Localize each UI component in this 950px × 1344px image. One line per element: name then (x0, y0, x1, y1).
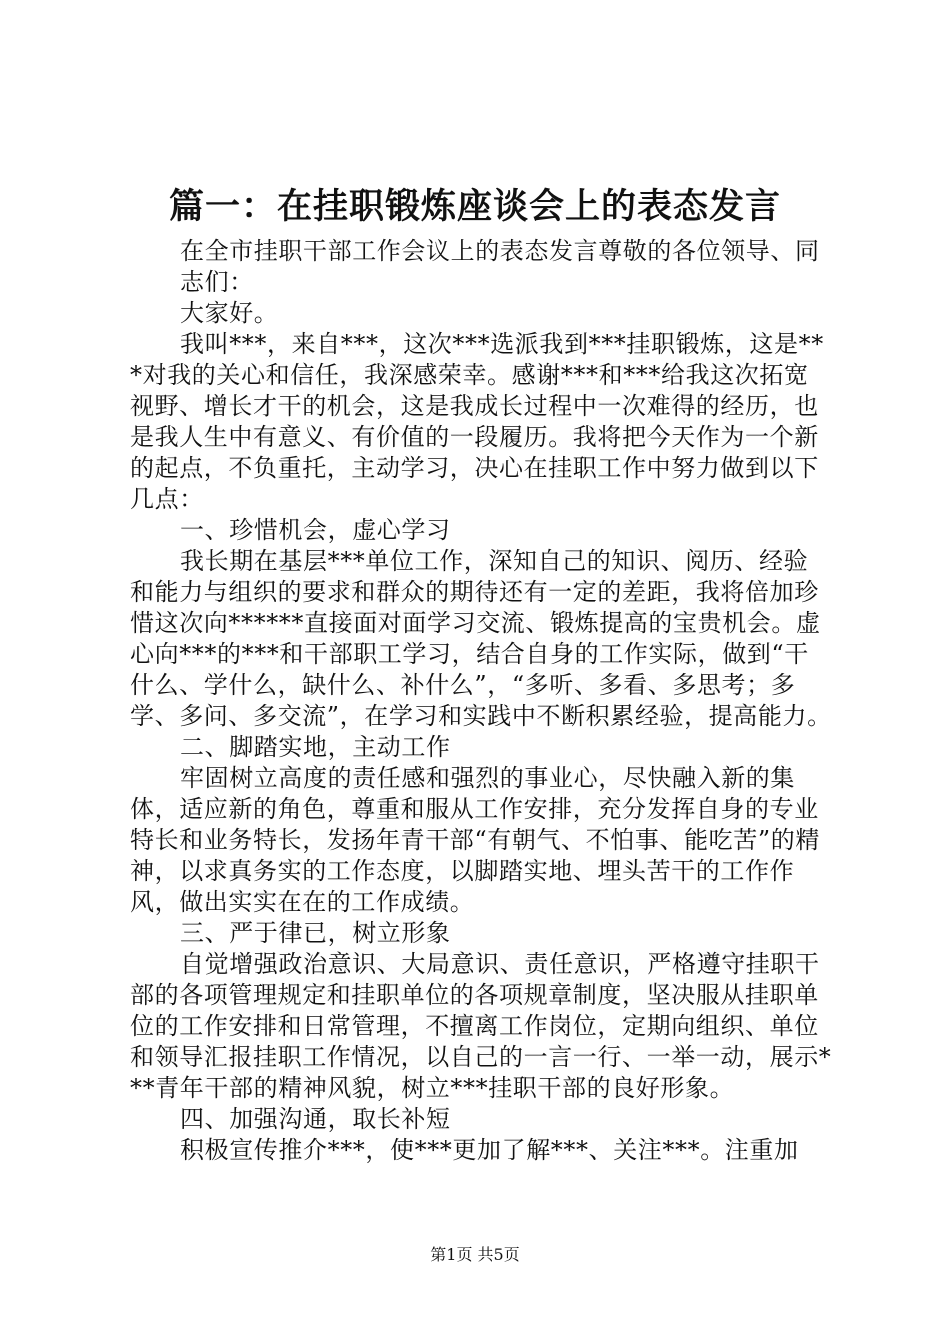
section-paragraph-2: 牢固树立高度的责任感和强烈的事业心，尽快融入新的集体，适应新的角色，尊重和服从工作安排，充分发挥自身的专业特长和业务特长，发扬年青干部“有朝气、不怕事、能吃苦”的精神，以求真务实的工作态度，以脚踏实地、埋头苦干的工作作风，做出实实在在的工作成绩。 (130, 764, 820, 916)
section-heading-1: 一、珍惜机会，虚心学习 (180, 516, 451, 544)
section-heading-3: 三、严于律已，树立形象 (180, 919, 451, 947)
section-heading-4: 四、加强沟通，取长补短 (180, 1105, 451, 1133)
section-paragraph-4: 积极宣传推介***，使***更加了解***、关注***。注重加 (180, 1136, 799, 1164)
document-body (130, 236, 832, 1166)
document-title: 篇一：在挂职锻炼座谈会上的表态发言 (168, 187, 781, 227)
salutation-paragraph: 在全市挂职干部工作会议上的表态发言尊敬的各位领导、同志们： (180, 237, 820, 296)
section-paragraph-1: 我长期在基层***单位工作，深知自己的知识、阅历、经验和能力与组织的要求和群众的期待还有一定的差距，我将倍加珍惜这次向******直接面对面学习交流、锻炼提高的宝贵机会。虚心向***的***和干部职工学习，结合自身的工作实际，做到“干什么、学什么，缺什么、补什么”，“多听、多看、多思考；多学、多问、多交流”，在学习和实践中不断积累经验，提高能力。 (130, 547, 832, 730)
section-heading-2: 二、脚踏实地，主动工作 (180, 733, 451, 761)
section-paragraph-3: 自觉增强政治意识、大局意识、责任意识，严格遵守挂职干部的各项管理规定和挂职单位的各项规章制度，坚决服从挂职单位的工作安排和日常管理，不擅离工作岗位，定期向组织、单位和领导汇报挂职工作情况，以自己的一言一行、一举一动，展示***青年干部的精神风貌，树立***挂职干部的良好形象。 (130, 950, 832, 1102)
greeting-paragraph: 大家好。 (180, 299, 279, 327)
intro-paragraph: 我叫***，来自***，这次***选派我到***挂职锻炼，这是***对我的关心和信任，我深感荣幸。感谢***和***给我这次拓宽视野、增长才干的机会，这是我成长过程中一次难得的经历，也是我人生中有意义、有价值的一段履历。我将把今天作为一个新的起点，不负重托，主动学习，决心在挂职工作中努力做到以下几点： (130, 330, 824, 513)
page-number-footer: 第1页 共5页 (430, 1245, 520, 1264)
